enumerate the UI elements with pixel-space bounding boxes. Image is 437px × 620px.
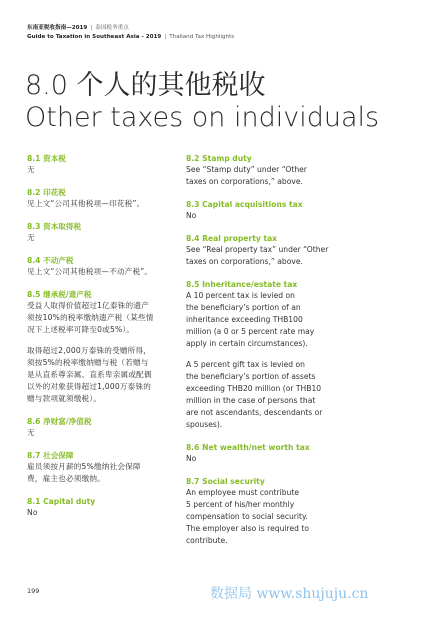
section-heading: 8.5 继承税/遗产税 xyxy=(27,290,92,299)
text-line: million in the case of persons that xyxy=(186,396,316,405)
paragraph xyxy=(27,345,197,405)
paragraph xyxy=(27,198,197,210)
text-line: See “Real property tax” under “Other xyxy=(186,245,329,254)
paragraph xyxy=(186,244,376,268)
text-line: 赠与款项就须缴税）。 xyxy=(27,394,102,403)
section-heading: 8.3 Capital acquisitions tax xyxy=(186,200,303,209)
section-heading: 8.6 Net wealth/net worth tax xyxy=(186,443,310,452)
section-heading: 8.4 不动产税 xyxy=(27,256,74,265)
text-line: 须按10%的税率缴纳遗产税（某些情 xyxy=(27,313,154,322)
watermark: 数据局 www.shujuju.cn xyxy=(210,586,369,602)
text-line: An employee must contribute xyxy=(186,488,300,497)
section xyxy=(27,496,197,519)
section xyxy=(27,450,197,485)
text-line: exceeding THB20 million (or THB10 xyxy=(186,384,322,393)
page-header xyxy=(27,24,417,42)
section-body xyxy=(27,461,197,485)
text-line: 须按5%的税率缴纳赠与税（若赠与 xyxy=(27,358,149,367)
section-body xyxy=(186,210,376,222)
text-line: 受益人取得价值超过1亿泰铢的遗产 xyxy=(27,301,149,310)
paragraph xyxy=(186,359,376,431)
text-line: 无 xyxy=(27,165,35,174)
section xyxy=(27,187,197,210)
section xyxy=(186,153,376,188)
section-heading: 8.2 印花税 xyxy=(27,188,66,197)
paragraph xyxy=(27,507,197,519)
text-line: are not ascendants, descendants or xyxy=(186,408,323,417)
text-line: 费，雇主也必须缴纳。 xyxy=(27,474,105,483)
text-line: No xyxy=(27,508,38,517)
text-line: 见上文“公司其他税项—印花税”。 xyxy=(27,199,145,208)
section xyxy=(186,233,376,268)
section-body xyxy=(27,198,197,210)
section-body xyxy=(186,290,376,431)
paragraph xyxy=(27,461,197,485)
section-heading: 8.5 Inheritance/estate tax xyxy=(186,280,298,289)
text-line: contribute. xyxy=(186,536,228,545)
section xyxy=(27,153,197,176)
section-body xyxy=(27,427,197,439)
text-line: A 5 percent gift tax is levied on xyxy=(186,360,305,369)
page-title-cn: 8.0 个人的其他税收 xyxy=(25,70,266,101)
text-line: apply in certain circumstances). xyxy=(186,339,308,348)
header-en-title: Guide to Taxation in Southeast Asia - 2019 xyxy=(27,34,162,40)
paragraph xyxy=(27,164,197,176)
page-number: 199 xyxy=(27,587,40,595)
text-line: 况下上述税率可降至0或5%）。 xyxy=(27,325,135,334)
text-line: the beneficiary’s portion of an xyxy=(186,303,301,312)
section-body xyxy=(27,300,197,405)
paragraph xyxy=(27,300,197,336)
text-line: See “Stamp duty” under “Other xyxy=(186,165,307,174)
section-heading: 8.1 Capital duty xyxy=(27,497,96,506)
text-line: taxes on corporations,” above. xyxy=(186,257,303,266)
section xyxy=(27,255,197,278)
section-body xyxy=(186,244,376,268)
section-body xyxy=(186,487,376,547)
paragraph xyxy=(186,453,376,465)
text-line: compensation to social security. xyxy=(186,512,308,521)
right-column xyxy=(186,153,376,558)
section xyxy=(186,442,376,465)
text-line: 无 xyxy=(27,428,35,437)
header-cn-subtitle: 泰国税务重点 xyxy=(95,25,129,31)
text-line: million (a 0 or 5 percent rate may xyxy=(186,327,315,336)
section-heading: 8.7 社会保障 xyxy=(27,451,74,460)
header-cn-title: 东南亚税收指南—2019 xyxy=(27,25,88,31)
text-line: inheritance exceeding THB100 xyxy=(186,315,303,324)
section xyxy=(27,221,197,244)
section xyxy=(186,476,376,547)
paragraph xyxy=(186,487,376,547)
header-separator: | xyxy=(90,25,93,31)
text-line: 5 percent of his/her monthly xyxy=(186,500,295,509)
paragraph xyxy=(27,427,197,439)
header-separator: | xyxy=(164,34,167,40)
text-line: 雇员须按月薪的5%缴纳社会保障 xyxy=(27,462,141,471)
section xyxy=(27,289,197,405)
section-heading: 8.4 Real property tax xyxy=(186,234,278,243)
section-body xyxy=(27,164,197,176)
text-line: 见上文“公司其他税项—不动产税”。 xyxy=(27,267,153,276)
section-body xyxy=(27,266,197,278)
text-line: A 10 percent tax is levied on xyxy=(186,291,295,300)
paragraph xyxy=(27,266,197,278)
text-line: 以外的对象获得超过1,000万泰铢的 xyxy=(27,382,152,391)
section-heading: 8.6 净财富/净值税 xyxy=(27,417,92,426)
paragraph xyxy=(27,232,197,244)
section-body xyxy=(27,507,197,519)
section xyxy=(186,199,376,222)
section-body xyxy=(27,232,197,244)
text-line: 无 xyxy=(27,233,35,242)
paragraph xyxy=(186,164,376,188)
text-line: the beneficiary’s portion of assets xyxy=(186,372,316,381)
left-column xyxy=(27,153,197,530)
header-line-cn xyxy=(27,24,417,33)
header-en-subtitle: Thailand Tax Highlights xyxy=(169,34,235,40)
text-line: No xyxy=(186,454,197,463)
paragraph xyxy=(186,290,376,350)
section-body xyxy=(186,164,376,188)
text-line: taxes on corporations,” above. xyxy=(186,177,303,186)
section xyxy=(27,416,197,439)
section xyxy=(186,279,376,431)
section-heading: 8.2 Stamp duty xyxy=(186,154,252,163)
text-line: 取得超过2,000万泰铢的受赠所得， xyxy=(27,346,152,355)
page-title xyxy=(25,70,415,134)
page-title-en: Other taxes on individuals xyxy=(25,102,380,133)
text-line: The employer also is required to xyxy=(186,524,309,533)
text-line: No xyxy=(186,211,197,220)
section-body xyxy=(186,453,376,465)
paragraph xyxy=(186,210,376,222)
section-heading: 8.7 Social security xyxy=(186,477,265,486)
text-line: spouses). xyxy=(186,420,223,429)
header-line-en xyxy=(27,33,417,42)
section-heading: 8.1 资本税 xyxy=(27,154,66,163)
section-heading: 8.3 资本取得税 xyxy=(27,222,82,231)
text-line: 是从直系尊亲属、直系卑亲属或配偶 xyxy=(27,370,152,379)
